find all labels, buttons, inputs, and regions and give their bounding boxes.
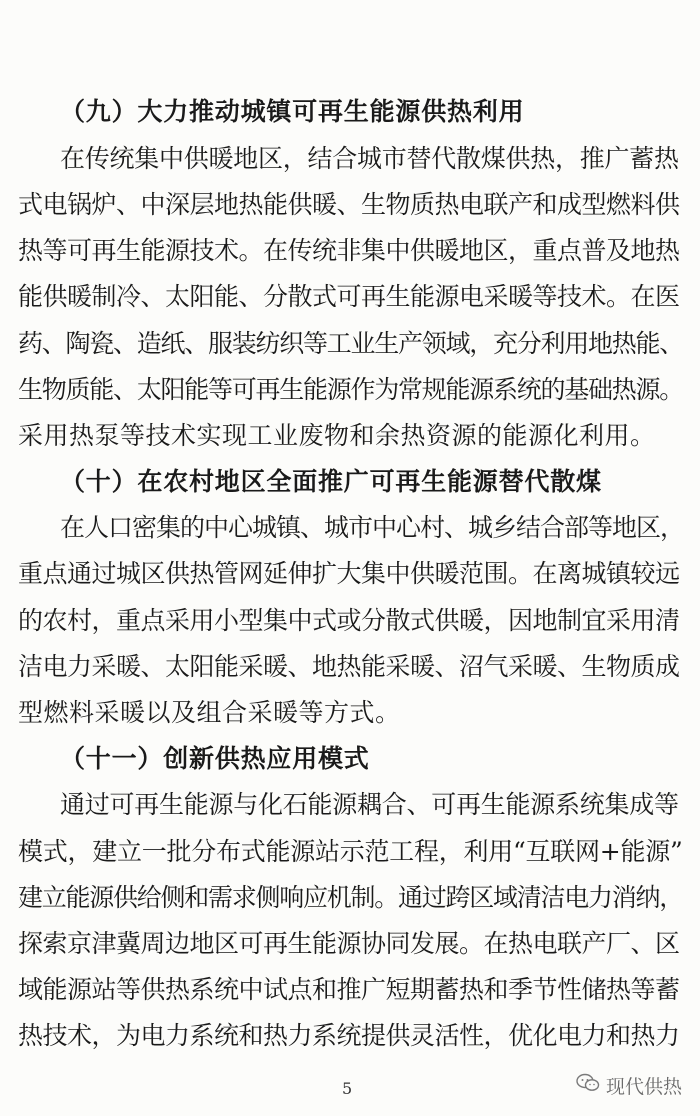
paragraph-line: 在传统集中供暖地区，结合城市替代散煤供热，推广蓄热 — [60, 144, 679, 173]
paragraph-line: 热技术，为电力系统和热力系统提供灵活性，优化电力和热力 — [18, 1021, 680, 1050]
section-heading: （九）大力推动城镇可再生能源供热利用 — [60, 97, 525, 126]
paragraph-line: 通过可再生能源与化石能源耦合、可再生能源系统集成等 — [60, 790, 679, 819]
watermark-text: 现代供热 — [605, 1076, 682, 1098]
paragraph-line: 生物质能、太阳能等可再生能源作为常规能源系统的基础热源。 — [18, 375, 684, 404]
paragraph-line: 热等可再生能源技术。在传统非集中供暖地区，重点普及地热 — [18, 236, 680, 265]
paragraph-line: 能供暖制冷、太阳能、分散式可再生能源电采暖等技术。在医 — [18, 282, 680, 311]
paragraph-line: 在人口密集的中心城镇、城市中心村、城乡结合部等地区， — [60, 513, 685, 542]
section-heading: （十一）创新供热应用模式 — [60, 744, 370, 773]
paragraph-line: 采用热泵等技术实现工业废物和余热资源的能源化利用。 — [18, 421, 656, 450]
section-heading: （十）在农村地区全面推广可再生能源替代散煤 — [60, 467, 602, 496]
paragraph-line: 域能源站等供热系统中试点和推广短期蓄热和季节性储热等蓄 — [18, 975, 680, 1004]
page-number: 5 — [342, 1079, 353, 1098]
paragraph-line: 建立能源供给侧和需求侧响应机制。通过跨区域清洁电力消纳， — [18, 883, 684, 912]
paragraph-line: 的农村，重点采用小型集中式或分散式供暖，因地制宜采用清 — [18, 606, 680, 635]
paragraph-line: 重点通过城区供热管网延伸扩大集中供暖范围。在离城镇较远 — [18, 559, 680, 588]
paragraph-line: 药、陶瓷、造纸、服装纺织等工业生产领域，充分利用地热能、 — [18, 329, 684, 358]
paragraph-line: 探索京津冀周边地区可再生能源协同发展。在热电联产厂、区 — [18, 929, 680, 958]
paragraph-line: 式电锅炉、中深层地热能供暖、生物质热电联产和成型燃料供 — [18, 190, 680, 219]
paragraph-line: 模式，建立一批分布式能源站示范工程，利用“互联网+能源” — [18, 837, 683, 866]
paragraph-line: 型燃料采暖以及组合采暖等方式。 — [18, 698, 401, 727]
paragraph-line: 洁电力采暖、太阳能采暖、地热能采暖、沼气采暖、生物质成 — [18, 652, 680, 681]
wechat-icon — [576, 1073, 600, 1098]
watermark — [576, 1072, 682, 1099]
